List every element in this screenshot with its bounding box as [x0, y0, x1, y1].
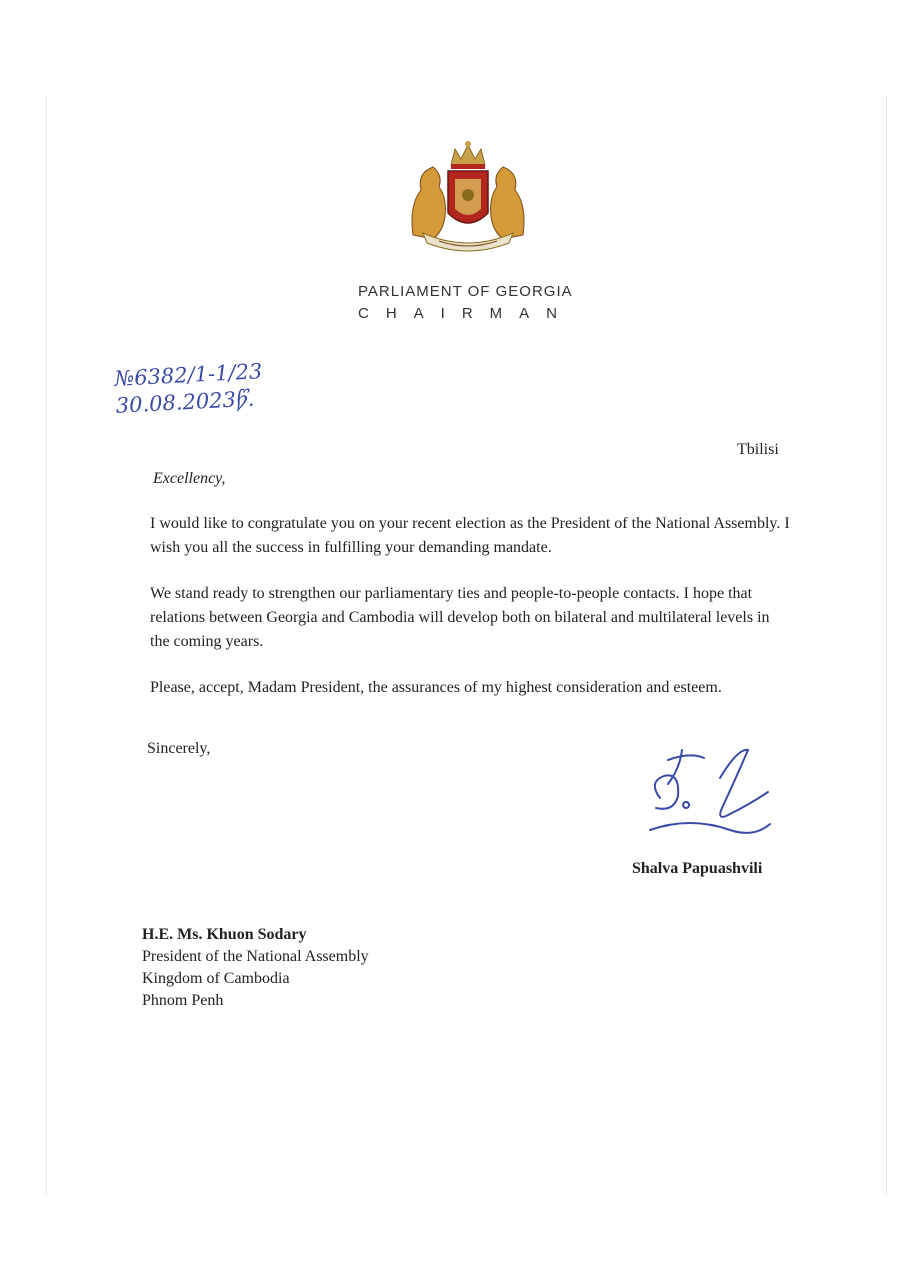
- recipient-title: President of the National Assembly: [142, 948, 369, 965]
- coat-of-arms-emblem: [403, 135, 533, 255]
- left-lion-icon: [412, 167, 445, 239]
- recipient-name: H.E. Ms. Khuon Sodary: [142, 926, 307, 943]
- registration-number: №6382/1-1/23: [113, 359, 263, 391]
- recipient-city: Phnom Penh: [142, 992, 224, 1009]
- right-lion-icon: [491, 167, 524, 239]
- letterhead: [358, 283, 618, 322]
- signatory-name: Shalva Papuashvili: [632, 860, 763, 877]
- paragraph-assurances: Please, accept, Madam President, the assurances of my highest consideration and esteem.: [150, 679, 722, 696]
- paragraph-congratulation: I would like to congratulate you on your recent election as the President of the National Assembly. I wish you all the success in fulfilling your demanding mandate.: [150, 515, 790, 556]
- organization-name: PARLIAMENT OF GEORGIA: [358, 283, 573, 300]
- closing: Sincerely,: [147, 740, 211, 757]
- handwritten-signature: [620, 738, 780, 868]
- recipient-block: [142, 924, 369, 1012]
- recipient-country: Kingdom of Cambodia: [142, 970, 290, 987]
- paragraph-relations: We stand ready to strengthen our parliamentary ties and people-to-people contacts. I hope that relations between Georgia and Cambodia will develop both on bilateral and multilateral levels in the coming years.: [150, 585, 770, 650]
- crown-icon: [451, 141, 485, 169]
- salutation: Excellency,: [153, 470, 226, 487]
- letter-city: Tbilisi: [737, 441, 779, 458]
- page-edge-left: [46, 95, 47, 1195]
- registration-stamp: [114, 358, 265, 420]
- office-title: CHAIRMAN: [358, 305, 575, 322]
- page-edge-right: [886, 95, 887, 1195]
- registration-date: 30.08.2023წ.: [115, 386, 255, 418]
